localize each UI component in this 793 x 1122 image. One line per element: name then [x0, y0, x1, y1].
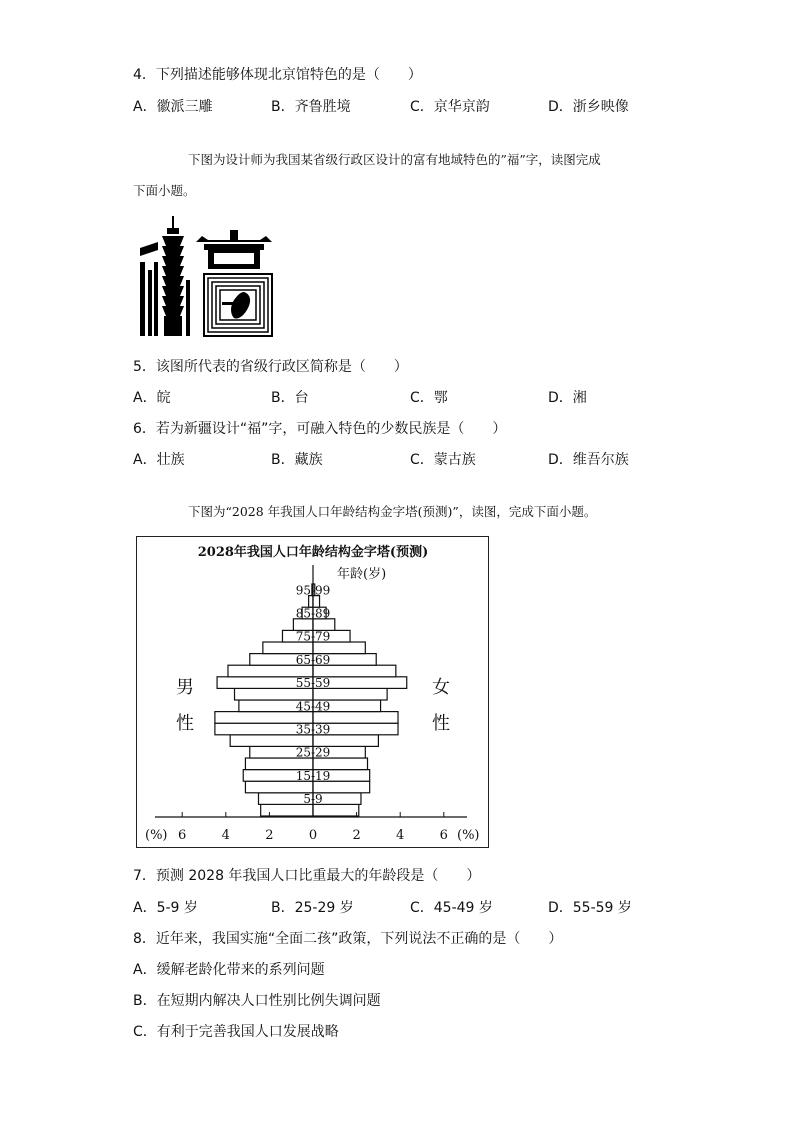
question-5-stem: 5．该图所代表的省级行政区简称是（ ） — [133, 359, 408, 375]
question-8-option-c[interactable]: C．有利于完善我国人口发展战略 — [133, 1024, 339, 1040]
bar-male-50-54 — [235, 688, 313, 700]
female-label-top: 女 — [432, 677, 450, 698]
age-label-65-69: 65-69 — [295, 652, 331, 667]
bar-female-20-24 — [313, 758, 368, 770]
bar-female-10-14 — [313, 781, 370, 793]
bar-female-80-84 — [313, 619, 335, 631]
x-tick-label: 0 — [308, 828, 318, 843]
question-8-stem: 8．近年来，我国实施“全面二孩”政策，下列说法不正确的是（ ） — [133, 931, 563, 947]
bar-male-60-64 — [228, 665, 313, 677]
bar-male-0-4 — [261, 804, 313, 816]
question-6-option-b[interactable]: B．藏族 — [271, 452, 323, 468]
female-label-bottom: 性 — [432, 713, 450, 734]
age-label-55-59: 55-59 — [295, 676, 331, 691]
question-6-stem: 6．若为新疆设计“福”字，可融入特色的少数民族是（ ） — [133, 421, 507, 437]
bar-female-0-4 — [313, 804, 359, 816]
bar-male-20-24 — [245, 758, 313, 770]
bar-male-70-74 — [263, 642, 313, 654]
chart-title: 2028年我国人口年龄结构金字塔(预测) — [197, 545, 429, 560]
population-pyramid-chart — [136, 536, 489, 848]
bar-female-30-34 — [313, 735, 378, 747]
bar-female-50-54 — [313, 688, 387, 700]
x-tick-label: 6 — [178, 828, 187, 843]
bar-male-30-34 — [230, 735, 313, 747]
bar-female-90-94 — [313, 596, 320, 608]
bar-female-60-64 — [313, 665, 396, 677]
intro-text-fu-cont: 下面小题。 — [133, 183, 196, 198]
question-5-option-a[interactable]: A．皖 — [133, 390, 171, 406]
question-5-option-c[interactable]: C．鄂 — [410, 390, 448, 406]
question-5-option-b[interactable]: B．台 — [271, 390, 309, 406]
question-7-option-d[interactable]: D．55-59 岁 — [548, 900, 632, 916]
age-label-5-9: 5-9 — [303, 792, 323, 807]
male-label-bottom: 性 — [176, 713, 194, 734]
question-6-option-a[interactable]: A．壮族 — [133, 452, 185, 468]
chart-y-label: 年龄(岁) — [337, 567, 387, 582]
age-label-35-39: 35-39 — [295, 722, 331, 737]
x-tick-label: 2 — [265, 828, 274, 843]
question-4-stem: 4．下列描述能够体现北京馆特色的是（ ） — [133, 67, 422, 83]
question-8-option-a[interactable]: A．缓解老龄化带来的系列问题 — [133, 962, 325, 978]
intro-text-fu: 下图为设计师为我国某省级行政区设计的富有地域特色的”福”字，读图完成 — [188, 152, 601, 167]
bar-male-10-14 — [245, 781, 313, 793]
x-unit-left: (%) — [145, 828, 168, 843]
x-tick-label: 4 — [221, 828, 230, 843]
male-label-top: 男 — [176, 677, 194, 698]
bar-female-70-74 — [313, 642, 365, 654]
x-tick-label: 6 — [439, 828, 448, 843]
x-tick-label: 2 — [352, 828, 361, 843]
question-4-option-b[interactable]: B．齐鲁胜境 — [271, 99, 351, 115]
bar-male-90-94 — [309, 596, 313, 608]
question-4-option-d[interactable]: D．浙乡映像 — [548, 99, 629, 115]
age-label-25-29: 25-29 — [295, 745, 331, 760]
age-label-95-99: 95-99 — [295, 583, 331, 598]
question-4-option-c[interactable]: C．京华京韵 — [410, 99, 490, 115]
age-label-15-19: 15-19 — [295, 768, 331, 783]
age-label-85-89: 85-89 — [295, 606, 331, 621]
question-8-option-b[interactable]: B．在短期内解决人口性别比例失调问题 — [133, 993, 381, 1009]
intro-text-pyramid: 下图为“2028 年我国人口年龄结构金字塔(预测)”，读图，完成下面小题。 — [188, 504, 597, 519]
bar-female-40-44 — [313, 712, 398, 724]
x-tick-label: 4 — [396, 828, 405, 843]
bar-male-40-44 — [215, 712, 313, 724]
question-7-option-c[interactable]: C．45-49 岁 — [410, 900, 493, 916]
question-6-option-d[interactable]: D．维吾尔族 — [548, 452, 629, 468]
age-label-75-79: 75-79 — [295, 629, 331, 644]
question-6-option-c[interactable]: C．蒙古族 — [410, 452, 476, 468]
question-5-option-d[interactable]: D．湘 — [548, 390, 587, 406]
age-label-45-49: 45-49 — [295, 699, 331, 714]
bar-male-80-84 — [293, 619, 313, 631]
question-4-option-a[interactable]: A．徽派三雕 — [133, 99, 213, 115]
question-7-option-b[interactable]: B．25-29 岁 — [271, 900, 354, 916]
question-7-stem: 7．预测 2028 年我国人口比重最大的年龄段是（ ） — [133, 868, 481, 884]
question-7-option-a[interactable]: A．5-9 岁 — [133, 900, 198, 916]
x-unit-right: (%) — [457, 828, 480, 843]
fu-character-taipei101-taiwan-map-icon — [138, 214, 274, 338]
